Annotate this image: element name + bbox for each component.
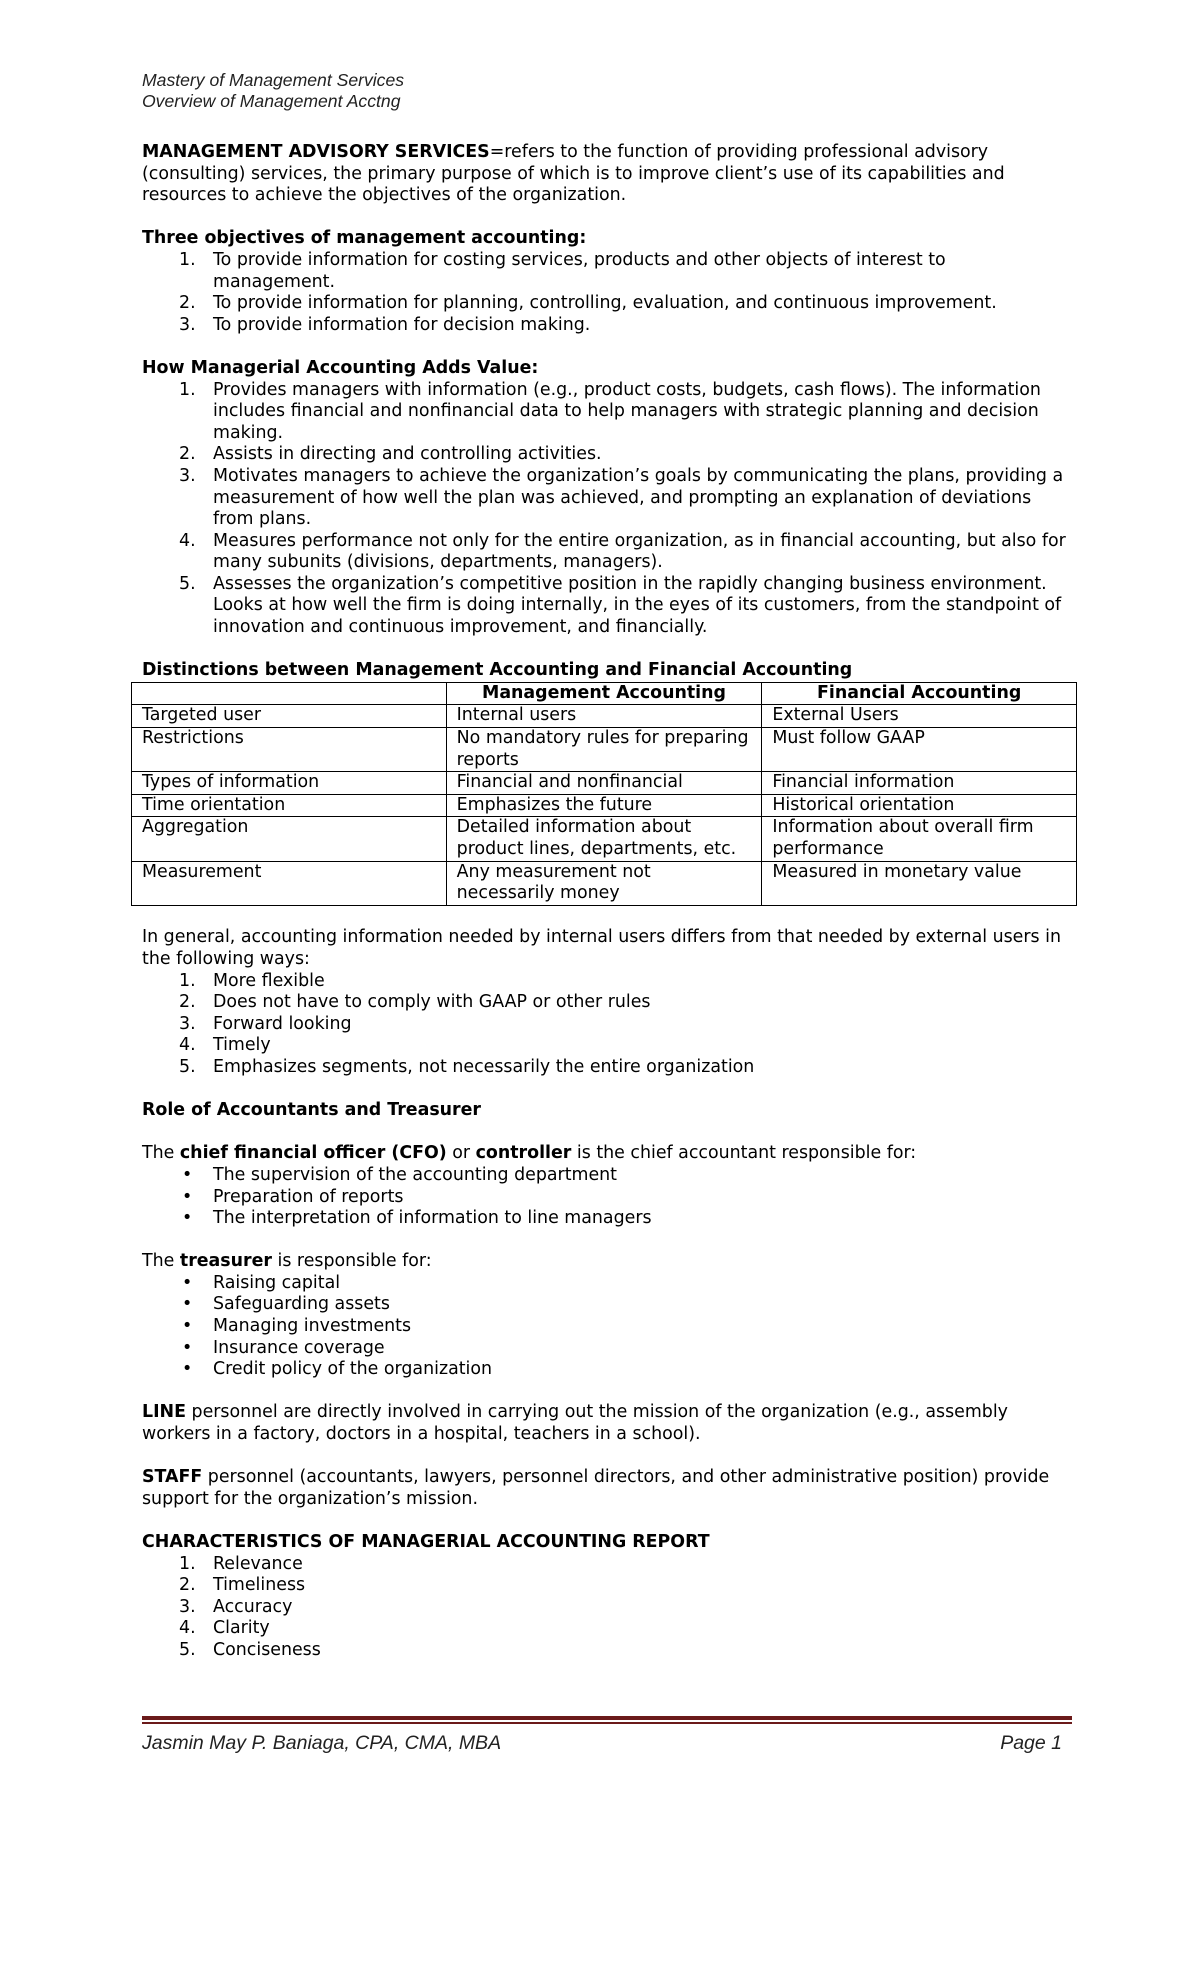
- list-item: 3. Forward looking: [179, 1013, 352, 1034]
- list-item: 4. Clarity: [179, 1618, 270, 1639]
- table-cell: External Users: [762, 705, 1077, 728]
- list-item: • Managing investments: [182, 1316, 412, 1337]
- table-cell: Measurement: [132, 861, 447, 905]
- list-item: 2. Does not have to comply with GAAP or other rules: [179, 992, 651, 1013]
- list-item: • The supervision of the accounting department: [182, 1164, 617, 1185]
- header-line-2: Overview of Management Acctng: [142, 91, 401, 111]
- table-row: [132, 705, 1077, 728]
- footer-page-number: Page 1: [1000, 1732, 1062, 1754]
- value-list: [142, 380, 1072, 639]
- column-header: Financial Accounting: [762, 682, 1077, 705]
- list-item: 5. Assesses the organization’s competitive position in the rapidly changing business environment. Looks at how well the firm is doing internally, in the eyes of its customers, from the standpoint of innovation and continuous improvement, and financially.: [179, 573, 1062, 638]
- list-item: • Credit policy of the organization: [182, 1359, 493, 1380]
- table-row: [132, 772, 1077, 795]
- list-item: 4. Timely: [179, 1035, 271, 1056]
- distinctions-table: [131, 682, 1077, 906]
- list-item: • Insurance coverage: [182, 1337, 385, 1358]
- value-title: How Managerial Accounting Adds Value:: [142, 357, 539, 378]
- table-header-row: [132, 682, 1077, 705]
- document-body: [142, 142, 1072, 1662]
- list-item: 3. To provide information for decision making.: [179, 314, 591, 335]
- table-row: [132, 728, 1077, 772]
- list-item: 5. Conciseness: [179, 1639, 321, 1660]
- table-cell: Time orientation: [132, 794, 447, 817]
- general-intro: In general, accounting information needed by internal users differs from that needed by external users in the following ways:: [142, 927, 1061, 969]
- table-cell: Internal users: [446, 705, 762, 728]
- document-page: [142, 0, 1072, 1976]
- list-item: 2. Timeliness: [179, 1575, 306, 1596]
- table-cell: Any measurement not necessarily money: [446, 861, 762, 905]
- characteristics-list: [142, 1554, 1072, 1662]
- list-item: 3. Accuracy: [179, 1596, 293, 1617]
- list-item: 1. Provides managers with information (e.g., product costs, budgets, cash flows). The information includes financial and nonfinancial data to help managers with strategic planning and decision making.: [179, 379, 1041, 443]
- column-header: [132, 682, 447, 705]
- table-row: [132, 817, 1077, 861]
- table-cell: Information about overall firm performance: [762, 817, 1077, 861]
- characteristics-title: CHARACTERISTICS OF MANAGERIAL ACCOUNTING REPORT: [142, 1532, 710, 1552]
- footer-rule-thin: [142, 1722, 1072, 1724]
- footer-author: Jasmin May P. Baniaga, CPA, CMA, MBA: [142, 1732, 502, 1754]
- list-item: 1. Relevance: [179, 1553, 303, 1574]
- table-cell: No mandatory rules for preparing reports: [446, 728, 762, 772]
- list-item: 2. Assists in directing and controlling activities.: [179, 444, 602, 465]
- list-item: • Preparation of reports: [182, 1186, 404, 1207]
- table-cell: Measured in monetary value: [762, 861, 1077, 905]
- objectives-title: Three objectives of management accounting:: [142, 228, 587, 249]
- line-paragraph: LINE personnel are directly involved in carrying out the mission of the organization (e.g., assembly workers in a factory, doctors in a hospital, teachers in a school).: [142, 1402, 1008, 1445]
- table-cell: Restrictions: [132, 728, 447, 772]
- table-cell: Historical orientation: [762, 794, 1077, 817]
- column-header: Management Accounting: [446, 682, 762, 705]
- header-line-1: Mastery of Management Services: [142, 70, 405, 90]
- cfo-list: [142, 1165, 1072, 1230]
- list-item: 1. To provide information for costing services, products and other objects of interest to management.: [179, 249, 946, 292]
- table-cell: Emphasizes the future: [446, 794, 762, 817]
- cfo-paragraph: The chief financial officer (CFO) or controller is the chief accountant responsible for:: [142, 1143, 917, 1164]
- list-item: • Safeguarding assets: [182, 1294, 390, 1315]
- table-cell: Financial and nonfinancial: [446, 772, 762, 795]
- page-footer: [142, 1731, 1062, 1755]
- list-item: • Raising capital: [182, 1272, 341, 1293]
- table-row: [132, 861, 1077, 905]
- roles-title: Role of Accountants and Treasurer: [142, 1100, 482, 1121]
- footer-rule-thick: [142, 1716, 1072, 1720]
- table-cell: Types of information: [132, 772, 447, 795]
- table-cell: Aggregation: [132, 817, 447, 861]
- list-item: • The interpretation of information to line managers: [182, 1208, 652, 1229]
- objectives-list: [142, 250, 1072, 336]
- list-item: 1. More flexible: [179, 970, 325, 991]
- table-cell: Detailed information about product lines, departments, etc.: [446, 817, 762, 861]
- list-item: 3. Motivates managers to achieve the organization’s goals by communicating the plans, providing a measurement of how well the plan was achieved, and prompting an explanation of deviations from plans.: [179, 465, 1064, 530]
- running-header: [142, 70, 404, 112]
- mas-term: MANAGEMENT ADVISORY SERVICES: [142, 142, 490, 162]
- treasurer-paragraph: The treasurer is responsible for:: [142, 1251, 432, 1272]
- table-cell: Targeted user: [132, 705, 447, 728]
- list-item: 4. Measures performance not only for the entire organization, as in financial accounting, but also for many subunits (divisions, departments, managers).: [179, 530, 1066, 573]
- treasurer-list: [142, 1273, 1072, 1381]
- distinctions-title: Distinctions between Management Accounting and Financial Accounting: [142, 660, 853, 681]
- general-list: [142, 971, 1072, 1079]
- list-item: 5. Emphasizes segments, not necessarily the entire organization: [179, 1056, 755, 1077]
- table-row: [132, 794, 1077, 817]
- mas-paragraph: [142, 142, 1072, 207]
- table-cell: Financial information: [762, 772, 1077, 795]
- table-cell: Must follow GAAP: [762, 728, 1077, 772]
- staff-paragraph: STAFF personnel (accountants, lawyers, personnel directors, and other administrative position) provide support for the organization’s mission.: [142, 1467, 1050, 1509]
- list-item: 2. To provide information for planning, controlling, evaluation, and continuous improvement.: [179, 293, 997, 314]
- mas-definition: =refers to the function of providing professional advisory (consulting) services, the primary purpose of which is to improve client’s use of its capabilities and resources to achieve the objectives of the organization.: [142, 142, 1005, 206]
